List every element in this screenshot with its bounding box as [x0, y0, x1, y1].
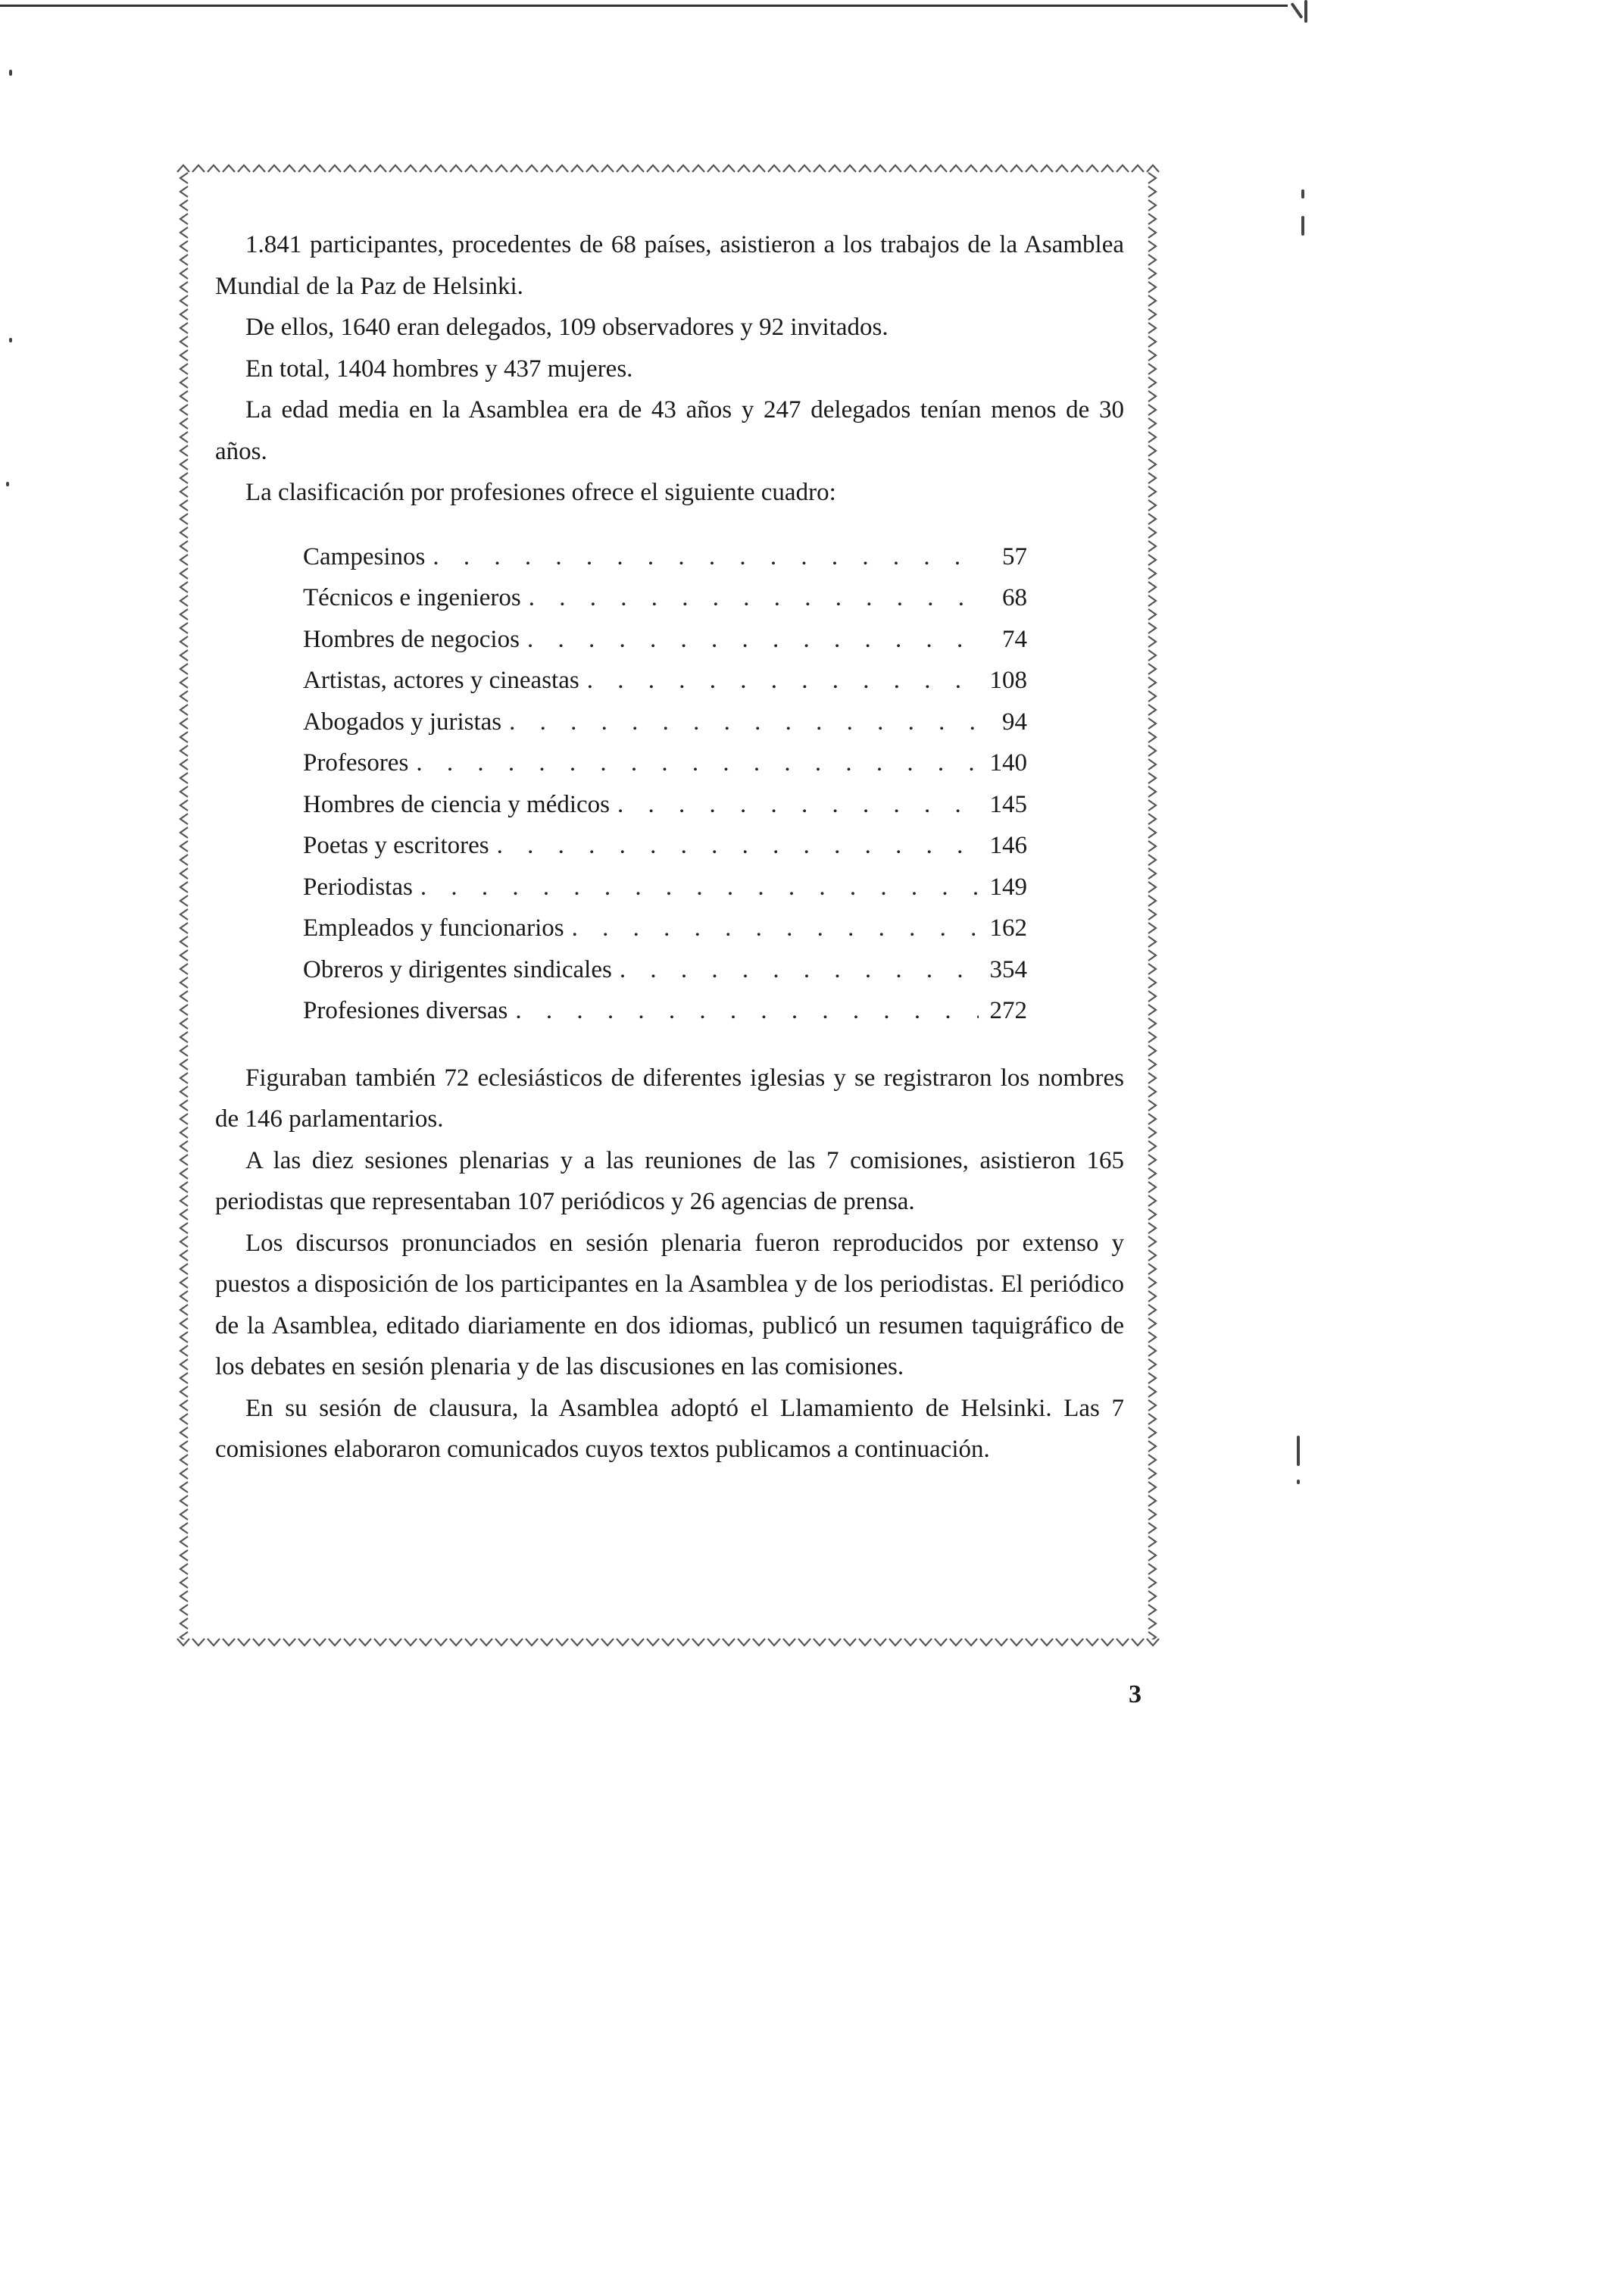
frame-border-left: [176, 171, 192, 1639]
frame-border-top: [176, 159, 1160, 176]
profession-count: 162: [989, 914, 1027, 942]
dot-leader: [416, 742, 979, 784]
scan-mark: [1304, 0, 1307, 23]
decorative-frame: [176, 159, 1160, 1652]
profession-count: 354: [989, 955, 1027, 983]
scan-mark: [1297, 1480, 1300, 1484]
profession-row: [303, 784, 1027, 826]
profession-row: [303, 742, 1027, 784]
profession-label: Periodistas: [303, 873, 413, 901]
profession-count: 272: [989, 997, 1027, 1024]
profession-count: 108: [989, 667, 1027, 694]
profession-count: 146: [989, 832, 1027, 859]
profession-count: 94: [1002, 708, 1027, 736]
paragraph: Figuraban también 72 eclesiásticos de diferentes iglesias y se registraron los nombres de 146 parlamentarios.: [215, 1064, 1124, 1133]
scan-mark: [9, 70, 12, 76]
profession-label: Hombres de negocios: [303, 625, 520, 653]
paragraph: En su sesión de clausura, la Asamblea adoptó el Llamamiento de Helsinki. Las 7 comisiones elaboraron comunicados cuyos textos publicamos a continuación.: [215, 1394, 1124, 1463]
profession-label: Técnicos e ingenieros: [303, 584, 521, 611]
scan-mark: [6, 482, 9, 486]
dot-leader: [620, 949, 979, 991]
profession-count: 57: [1002, 542, 1027, 570]
profession-label: Profesiones diversas: [303, 997, 508, 1024]
profession-count: 149: [989, 873, 1027, 901]
profession-count: 140: [989, 749, 1027, 777]
profession-table: [303, 536, 1027, 1032]
scan-mark: [1301, 216, 1304, 236]
dot-leader: [515, 990, 979, 1032]
dot-leader: [617, 784, 979, 826]
profession-row: [303, 536, 1027, 578]
profession-label: Poetas y escritores: [303, 832, 489, 859]
profession-row: [303, 577, 1027, 619]
profession-label: Profesores: [303, 749, 409, 777]
page-body: [215, 224, 1124, 1471]
profession-label: Obreros y dirigentes sindicales: [303, 955, 612, 983]
dot-leader: [572, 908, 979, 949]
paragraph: La edad media en la Asamblea era de 43 años y 247 delegados tenían menos de 30 años.: [215, 396, 1124, 465]
dot-leader: [420, 867, 979, 908]
scan-mark: [1290, 2, 1303, 19]
scan-mark: [1301, 189, 1304, 198]
dot-leader: [527, 619, 979, 661]
profession-row: [303, 702, 1027, 743]
profession-label: Hombres de ciencia y médicos: [303, 790, 611, 818]
profession-row: [303, 825, 1027, 867]
profession-count: 74: [1002, 625, 1027, 653]
profession-label: Abogados y juristas: [303, 708, 502, 736]
scan-mark: [9, 338, 12, 342]
dot-leader: [433, 536, 979, 578]
paragraph: La clasificación por profesiones ofrece el siguiente cuadro:: [245, 479, 836, 506]
page-number: 3: [1129, 1680, 1141, 1708]
profession-row: [303, 660, 1027, 702]
frame-border-right: [1144, 171, 1160, 1639]
profession-row: [303, 949, 1027, 991]
profession-count: 68: [1002, 584, 1027, 611]
profession-row: [303, 990, 1027, 1032]
top-rule: [0, 5, 1288, 7]
profession-label: Empleados y funcionarios: [303, 914, 564, 942]
dot-leader: [587, 660, 979, 702]
paragraph: De ellos, 1640 eran delegados, 109 observadores y 92 invitados.: [245, 314, 889, 341]
frame-border-bottom: [176, 1635, 1160, 1652]
profession-label: Campesinos: [303, 542, 426, 570]
profession-row: [303, 619, 1027, 661]
dot-leader: [509, 702, 979, 743]
profession-row: [303, 908, 1027, 949]
paragraph: 1.841 participantes, procedentes de 68 países, asistieron a los trabajos de la Asamblea Mundial de la Paz de Helsinki.: [215, 231, 1124, 300]
paragraph: A las diez sesiones plenarias y a las reuniones de las 7 comisiones, asistieron 165 periodistas que representaban 107 periódicos y 26 agencias de prensa.: [215, 1146, 1124, 1215]
dot-leader: [497, 825, 979, 867]
paragraph: Los discursos pronunciados en sesión plenaria fueron reproducidos por extenso y puestos a disposición de los participantes en la Asamblea y de los periodistas. El periódico de la Asamblea, editado diariamente en dos idiomas, publicó un resumen taquigráfico de los debates en sesión plenaria y de las discusiones en las comisiones.: [215, 1229, 1124, 1380]
paragraph: En total, 1404 hombres y 437 mujeres.: [245, 355, 633, 383]
scan-mark: [1297, 1436, 1300, 1466]
profession-count: 145: [989, 790, 1027, 818]
dot-leader: [529, 577, 979, 619]
profession-row: [303, 867, 1027, 908]
profession-label: Artistas, actores y cineastas: [303, 667, 579, 694]
